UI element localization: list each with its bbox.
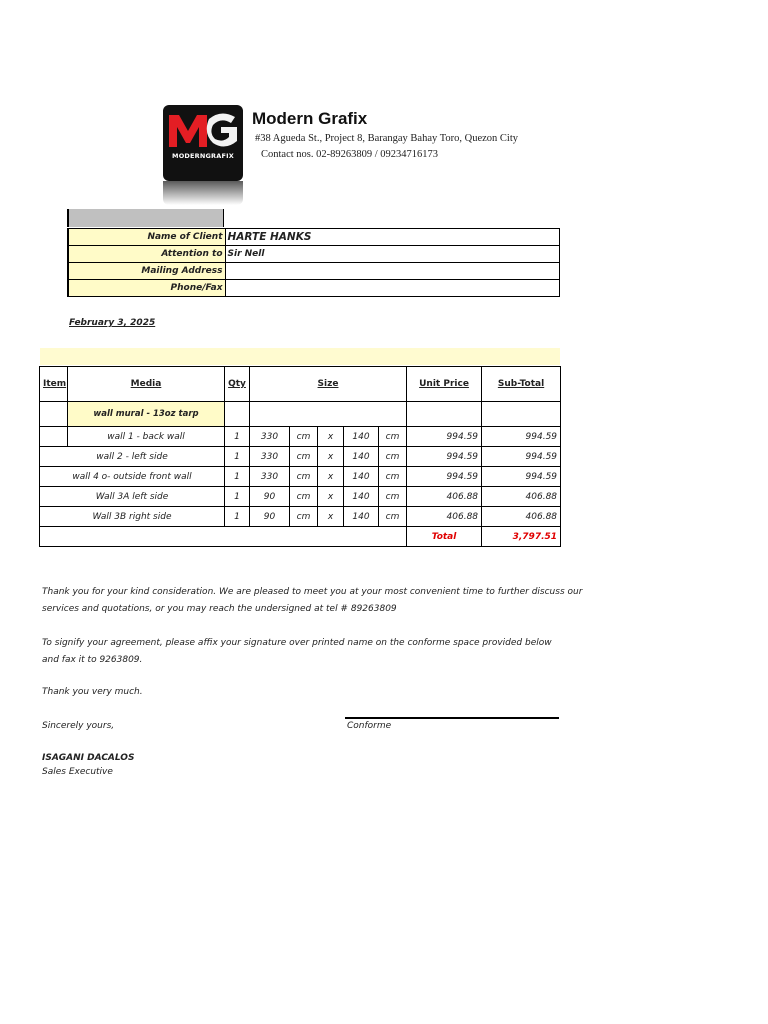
client-row <box>68 246 560 263</box>
header-unit-price: Unit Price <box>407 367 482 402</box>
unit-price-cell: 406.88 <box>407 487 482 507</box>
client-info-table <box>67 228 560 297</box>
client-label: Phone/Fax <box>68 280 225 297</box>
signer-name: ISAGANI DACALOS <box>42 753 135 763</box>
paragraph-agreement <box>42 635 552 669</box>
logo-mark <box>163 105 243 181</box>
table-row <box>40 427 561 447</box>
empty-cell <box>225 402 250 427</box>
total-row <box>40 527 561 547</box>
height-cell: 140 <box>344 487 379 507</box>
header-size: Size <box>250 367 407 402</box>
media-cell: wall 4 o- outside front wall <box>40 467 225 487</box>
header-media: Media <box>68 367 225 402</box>
width-cell: 90 <box>250 487 290 507</box>
subtotal-cell: 994.59 <box>482 447 561 467</box>
client-label: Mailing Address <box>68 263 225 280</box>
paragraph-line: To signify your agreement, please affix your signature over printed name on the conforme space provided below <box>42 638 552 648</box>
unit-cell: cm <box>379 487 407 507</box>
qty-cell: 1 <box>225 427 250 447</box>
table-row <box>40 487 561 507</box>
group-row <box>40 402 561 427</box>
unit-cell: cm <box>379 427 407 447</box>
qty-cell: 1 <box>225 467 250 487</box>
qty-cell: 1 <box>225 507 250 527</box>
width-cell: 330 <box>250 447 290 467</box>
unit-price-cell: 994.59 <box>407 427 482 447</box>
width-cell: 330 <box>250 467 290 487</box>
media-cell: Wall 3A left side <box>40 487 225 507</box>
highlight-band <box>40 348 560 365</box>
paragraph-thank-you: Thank you very much. <box>42 687 143 697</box>
signature-line <box>345 717 559 719</box>
paragraph-thanks <box>42 584 582 618</box>
closing-text: Sincerely yours, <box>42 721 115 731</box>
client-row <box>68 229 560 246</box>
company-logo <box>163 105 243 203</box>
qty-cell: 1 <box>225 447 250 467</box>
subtotal-cell: 406.88 <box>482 507 561 527</box>
height-cell: 140 <box>344 507 379 527</box>
client-value <box>225 263 560 280</box>
unit-cell: cm <box>290 427 318 447</box>
unit-cell: cm <box>290 467 318 487</box>
client-row <box>68 263 560 280</box>
media-cell: wall 2 - left side <box>40 447 225 467</box>
company-address: #38 Agueda St., Project 8, Barangay Bahay Toro, Quezon City <box>255 133 518 144</box>
height-cell: 140 <box>344 427 379 447</box>
item-cell <box>40 427 68 447</box>
media-cell: wall 1 - back wall <box>68 427 225 447</box>
empty-cell <box>250 402 407 427</box>
quote-date: February 3, 2025 <box>69 318 156 328</box>
unit-cell: cm <box>290 447 318 467</box>
client-label: Name of Client <box>68 229 225 246</box>
unit-cell: cm <box>290 487 318 507</box>
signer-title: Sales Executive <box>42 767 113 777</box>
empty-cell <box>40 527 407 547</box>
media-cell: Wall 3B right side <box>40 507 225 527</box>
conforme-label: Conforme <box>347 721 392 731</box>
empty-cell <box>40 402 68 427</box>
times-cell: x <box>318 447 344 467</box>
times-cell: x <box>318 427 344 447</box>
company-name: Modern Grafix <box>252 109 368 128</box>
paragraph-line: services and quotations, or you may reach the undersigned at tel # 89263809 <box>42 604 397 614</box>
unit-cell: cm <box>379 447 407 467</box>
client-label: Attention to <box>68 246 225 263</box>
logo-reflection <box>163 181 243 205</box>
unit-price-cell: 994.59 <box>407 467 482 487</box>
table-row <box>40 507 561 527</box>
subtotal-cell: 406.88 <box>482 487 561 507</box>
qty-cell: 1 <box>225 487 250 507</box>
total-value: 3,797.51 <box>482 527 561 547</box>
unit-cell: cm <box>379 507 407 527</box>
company-contact: Contact nos. 02-89263809 / 09234716173 <box>261 149 439 160</box>
subtotal-cell: 994.59 <box>482 427 561 447</box>
client-value <box>225 280 560 297</box>
width-cell: 90 <box>250 507 290 527</box>
client-value: HARTE HANKS <box>225 229 560 246</box>
header-qty: Qty <box>225 367 250 402</box>
height-cell: 140 <box>344 467 379 487</box>
times-cell: x <box>318 507 344 527</box>
table-row <box>40 467 561 487</box>
width-cell: 330 <box>250 427 290 447</box>
empty-cell <box>407 402 482 427</box>
quotation-table <box>39 366 561 547</box>
logo-wordmark: MODERNGRAFIX <box>172 152 234 160</box>
header-item: Item <box>40 367 68 402</box>
paragraph-line: Thank you for your kind consideration. We are pleased to meet you at your most convenient time to further discuss our <box>42 587 583 597</box>
client-value: Sir Nell <box>225 246 560 263</box>
empty-cell <box>482 402 561 427</box>
media-group-label: wall mural - 13oz tarp <box>68 402 225 427</box>
unit-cell: cm <box>290 507 318 527</box>
client-row <box>68 280 560 297</box>
table-header-row <box>40 367 561 402</box>
mg-logo-icon <box>163 105 243 153</box>
header-subtotal: Sub-Total <box>482 367 561 402</box>
subtotal-cell: 994.59 <box>482 467 561 487</box>
total-label: Total <box>407 527 482 547</box>
times-cell: x <box>318 487 344 507</box>
table-row <box>40 447 561 467</box>
unit-cell: cm <box>379 467 407 487</box>
client-table-tab <box>67 209 224 227</box>
height-cell: 140 <box>344 447 379 467</box>
paragraph-line: and fax it to 9263809. <box>42 655 143 665</box>
times-cell: x <box>318 467 344 487</box>
unit-price-cell: 406.88 <box>407 507 482 527</box>
unit-price-cell: 994.59 <box>407 447 482 467</box>
